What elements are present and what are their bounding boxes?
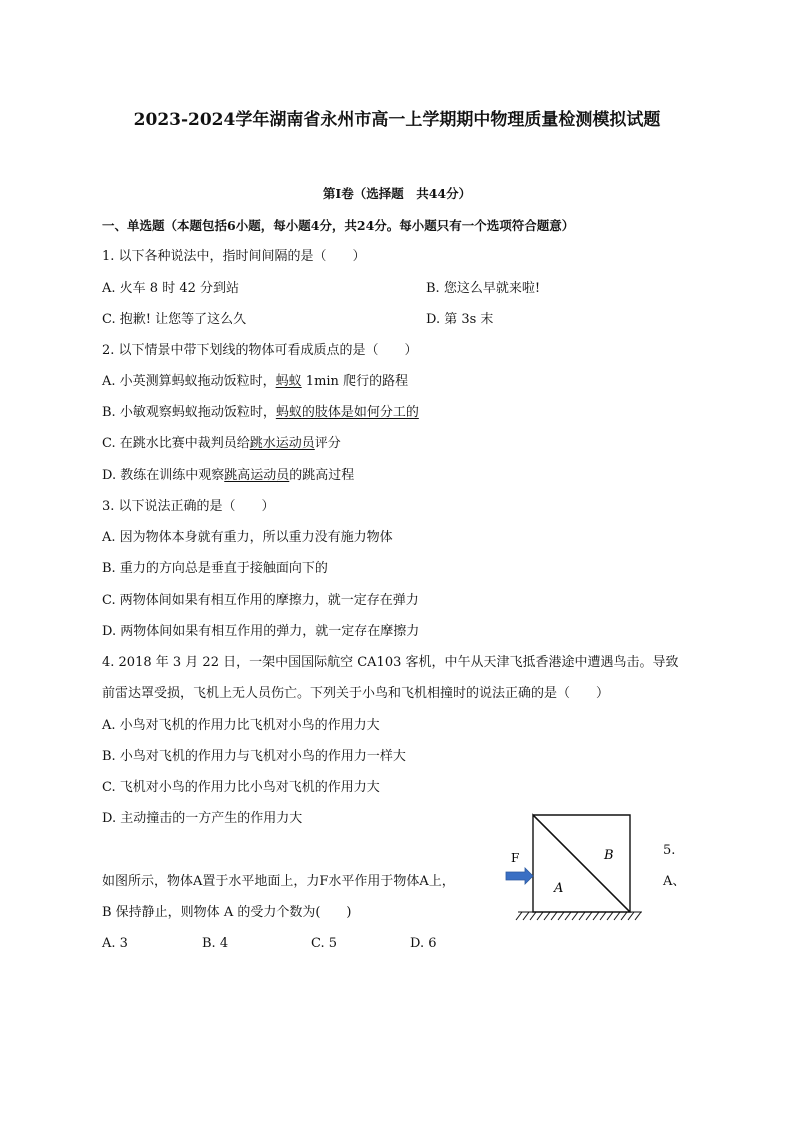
- q4-option-d: D. 主动撞击的一方产生的作用力大: [102, 811, 303, 826]
- q4-option-b: B. 小鸟对飞机的作用力与飞机对小鸟的作用力一样大: [102, 749, 406, 764]
- q3-stem: 3. 以下说法正确的是（ ）: [102, 499, 275, 514]
- q3-option-b: B. 重力的方向总是垂直于接触面向下的: [102, 561, 328, 576]
- hatch-mark: [628, 912, 634, 920]
- q5-force-diagram: [500, 810, 650, 925]
- q2-option-d: [102, 468, 354, 484]
- hatch-mark: [558, 912, 564, 920]
- q5-number: 5.: [663, 843, 676, 858]
- hatch-marks: [516, 912, 641, 920]
- hatch-mark: [607, 912, 613, 920]
- ground-hatching: [516, 912, 642, 920]
- q5-option-a: A. 3: [102, 936, 128, 951]
- q5-option-d: D. 6: [410, 936, 437, 951]
- hatch-mark: [551, 912, 557, 920]
- force-label: F: [511, 851, 520, 865]
- q5-option-c: C. 5: [311, 936, 338, 951]
- hatch-mark: [572, 912, 578, 920]
- hatch-mark: [586, 912, 592, 920]
- q2-option-a: [102, 374, 408, 390]
- q5-option-b: B. 4: [202, 936, 229, 951]
- q2-c-underlined: 跳水运动员: [249, 436, 315, 451]
- exam-title: 2023-2024学年湖南省永州市高一上学期期中物理质量检测模拟试题: [133, 110, 661, 130]
- q2-c-suffix: 评分: [314, 436, 341, 451]
- q4-option-a: A. 小鸟对飞机的作用力比飞机对小鸟的作用力大: [102, 718, 380, 733]
- q4-stem-line1: 4. 2018 年 3 月 22 日，一架中国国际航空 CA103 客机，中午从天津飞抵香港途中遭遇鸟击。导致: [102, 655, 679, 670]
- hatch-mark: [621, 912, 627, 920]
- part-header: 一、单选题（本题包括6小题，每小题4分，共24分。每小题只有一个选项符合题意）: [102, 218, 575, 233]
- q5-stem-line1: 如图所示，物体A置于水平地面上，力F水平作用于物体A上，: [102, 874, 455, 889]
- hatch-mark: [530, 912, 536, 920]
- q2-option-c: [102, 436, 341, 452]
- q2-b-underlined: 蚂蚁的肢体是如何分工的: [275, 405, 419, 420]
- q2-d-suffix: 的跳高过程: [289, 468, 355, 483]
- q2-stem: 2. 以下情景中带下划线的物体可看成质点的是（ ）: [102, 343, 418, 358]
- hatch-mark: [537, 912, 543, 920]
- force-arrow: [506, 868, 533, 884]
- q3-option-a: A. 因为物体本身就有重力，所以重力没有施力物体: [102, 530, 393, 545]
- q1-option-b: B. 您这么早就来啦!: [426, 281, 541, 296]
- block-a-label: A: [554, 881, 564, 896]
- q2-option-b: [102, 405, 419, 421]
- hatch-mark: [635, 912, 641, 920]
- q2-a-prefix: A. 小英测算蚂蚁拖动饭粒时，: [102, 374, 276, 389]
- q5-stem-line2: B 保持静止，则物体 A 的受力个数为( ): [102, 905, 352, 920]
- q5-stem-line1-tail: A、: [663, 874, 686, 889]
- q2-d-underlined: 跳高运动员: [224, 468, 290, 483]
- q2-c-prefix: C. 在跳水比赛中裁判员给: [102, 436, 250, 451]
- q1-option-a: A. 火车 8 时 42 分到站: [102, 281, 239, 296]
- q2-d-prefix: D. 教练在训练中观察: [102, 468, 225, 483]
- q3-option-d: D. 两物体间如果有相互作用的弹力，就一定存在摩擦力: [102, 624, 420, 639]
- q2-b-prefix: B. 小敏观察蚂蚁拖动饭粒时，: [102, 405, 276, 420]
- block-b-label: B: [604, 848, 614, 863]
- hatch-mark: [579, 912, 585, 920]
- section-heading: 第I卷（选择题 共44分）: [322, 186, 472, 201]
- block-interface: [533, 815, 630, 912]
- hatch-mark: [516, 912, 522, 920]
- hatch-mark: [600, 912, 606, 920]
- q4-option-c: C. 飞机对小鸟的作用力比小鸟对飞机的作用力大: [102, 780, 380, 795]
- q1-option-c: C. 抱歉! 让您等了这么久: [102, 312, 247, 327]
- q2-a-suffix: 1min 爬行的路程: [301, 374, 409, 389]
- q4-stem-line2: 前雷达罩受损，飞机上无人员伤亡。下列关于小鸟和飞机相撞时的说法正确的是（ ）: [102, 686, 610, 701]
- q2-a-underlined: 蚂蚁: [275, 374, 302, 389]
- q3-option-c: C. 两物体间如果有相互作用的摩擦力，就一定存在弹力: [102, 593, 419, 608]
- q1-stem: 1. 以下各种说法中，指时间间隔的是（ ）: [102, 249, 366, 264]
- q1-option-d: D. 第 3s 末: [426, 312, 494, 327]
- hatch-mark: [565, 912, 571, 920]
- hatch-mark: [544, 912, 550, 920]
- hatch-mark: [593, 912, 599, 920]
- hatch-mark: [614, 912, 620, 920]
- hatch-mark: [523, 912, 529, 920]
